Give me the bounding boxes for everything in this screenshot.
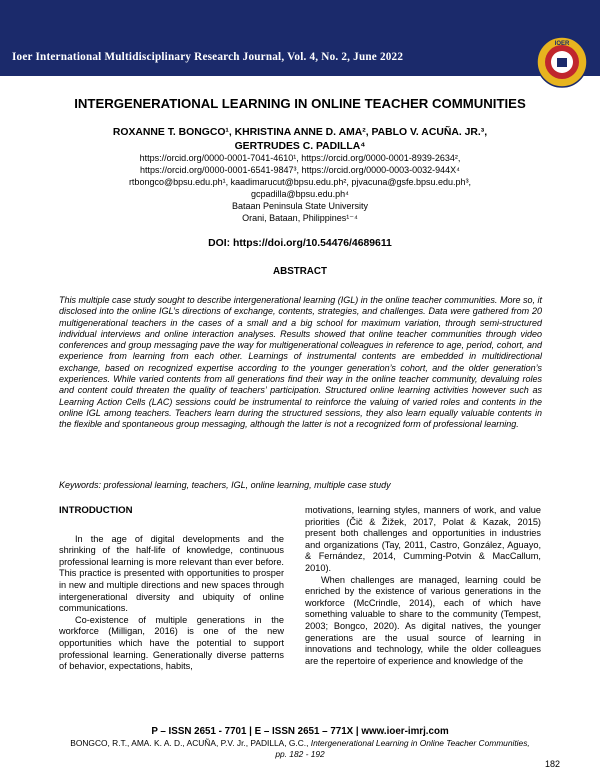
- keywords: Keywords: professional learning, teachers, IGL, online learning, multiple case study: [59, 480, 391, 490]
- page-number: 182: [544, 759, 560, 769]
- affiliation-location: Orani, Bataan, Philippines¹⁻⁴: [242, 213, 358, 224]
- section-heading: INTRODUCTION: [59, 505, 133, 516]
- email-line: gcpadilla@bpsu.edu.ph⁴: [250, 189, 350, 200]
- doi: DOI: https://doi.org/10.54476/4689611: [208, 238, 392, 249]
- logo-text: IOER: [554, 41, 570, 47]
- footer-citation: [70, 738, 530, 759]
- paragraph: motivations, learning styles, manners of work, and value priorities (Čič & Žižek, 2017, Polat & Kazak, 2015) present both challenges and opportunities in industries and organizations (Tay, 2011, Castro, González, Aguayo, & Fernández, 2014, Cumming-Potvin & MacCallum, 2010).: [305, 505, 541, 573]
- orcid-line: https://orcid.org/0000-0001-7041-4610¹, https://orcid.org/0000-0001-8939-2634²,: [139, 153, 461, 163]
- paragraph: When challenges are managed, learning could be enriched by the existence of various generations in the workforce (McCrindle, 2014), each of which have something valuable to share to the community (Tempest, 2003; Bongco, 2020). As digital natives, the younger generations are the usual source of learning in innovations and technology, while the older colleagues are the repertoire of experience and knowledge of the: [305, 574, 541, 666]
- abstract-text: This multiple case study sought to describe intergenerational learning (IGL) in the online teacher communities. More so, it disclosed into the online IGL’s directions of exchange, contents, strategies, and challenges. Data were gathered from 20 multigenerational teachers in the cases of a small and a big school for maximum variation, through semi-structured individual interviews and online interaction analyses. Results showed that online teacher communities through video conferences and group messaging pave the way for multigenerational colleagues in reference to age, period, cohort, and experience from learning from each other. Learnings of instrumental contents are embedded in multidirectional exchange, based on recognized expertise according to the younger generation’s cohort, and the older generation’s experiences. While varied contents from all generations find their way in the online teacher community, devaluing roles and content could threaten the quality of teachers’ participation. Structured online learning activities however such as Learning Action Cells (LAC) sessions could be instrumental to reinforce the valuing of varied roles and contents in the online IGL among teachers. Teachers learn during the structured sessions, they also learn equally valuable contents in the flexible and spontaneous group messaging, although the latter is not a recognized form of professional learning.: [59, 295, 542, 430]
- paragraph: Co-existence of multiple generations in the workforce (Milligan, 2016) is one of the new opportunities which have the potential to support professional learning. Generationally diverse patterns of behavior, expectations, habits,: [59, 614, 284, 672]
- orcid-line: https://orcid.org/0000-0001-6541-9847³, https://orcid.org/0000-0003-0032-944X⁴: [139, 165, 461, 176]
- left-column: [59, 505, 284, 673]
- citation-title: Intergenerational Learning in Online Teacher Communities, pp. 182 - 192: [275, 738, 530, 759]
- abstract-heading: ABSTRACT: [273, 266, 327, 277]
- journal-banner: [0, 0, 600, 76]
- author-list: [60, 126, 540, 154]
- citation-authors: BONGCO, R.T., AMA. K. A. D., ACUÑA, P.V. Jr., PADILLA, G.C.,: [70, 738, 309, 748]
- journal-title: Ioer International Multidisciplinary Research Journal, Vol. 4, No. 2, June 2022: [12, 51, 404, 63]
- footer-issn: P – ISSN 2651 - 7701 | E – ISSN 2651 – 771X | www.ioer-imrj.com: [151, 726, 449, 737]
- affiliation: Bataan Peninsula State University: [231, 201, 369, 212]
- email-line: rtbongco@bpsu.edu.ph¹, kaadimarucut@bpsu.edu.ph², pjvacuna@gsfe.bpsu.edu.ph³,: [128, 177, 472, 188]
- right-column: [305, 505, 541, 667]
- paragraph: In the age of digital developments and the shrinking of the half-life of knowledge, continuous professional learning is more relevant than ever before. This practice is presented with opportunities to prosper in new and multiple directions and new spaces through intergenerational diversity and ubiquity of online communications.: [59, 533, 284, 614]
- paper-title: INTERGENERATIONAL LEARNING IN ONLINE TEACHER COMMUNITIES: [74, 96, 526, 111]
- author-line: ROXANNE T. BONGCO¹, KHRISTINA ANNE D. AMA², PABLO V. ACUÑA. JR.³,: [112, 127, 488, 138]
- journal-logo: [536, 36, 588, 88]
- author-line: GERTRUDES C. PADILLA⁴: [234, 141, 366, 152]
- author-metadata: [60, 152, 540, 225]
